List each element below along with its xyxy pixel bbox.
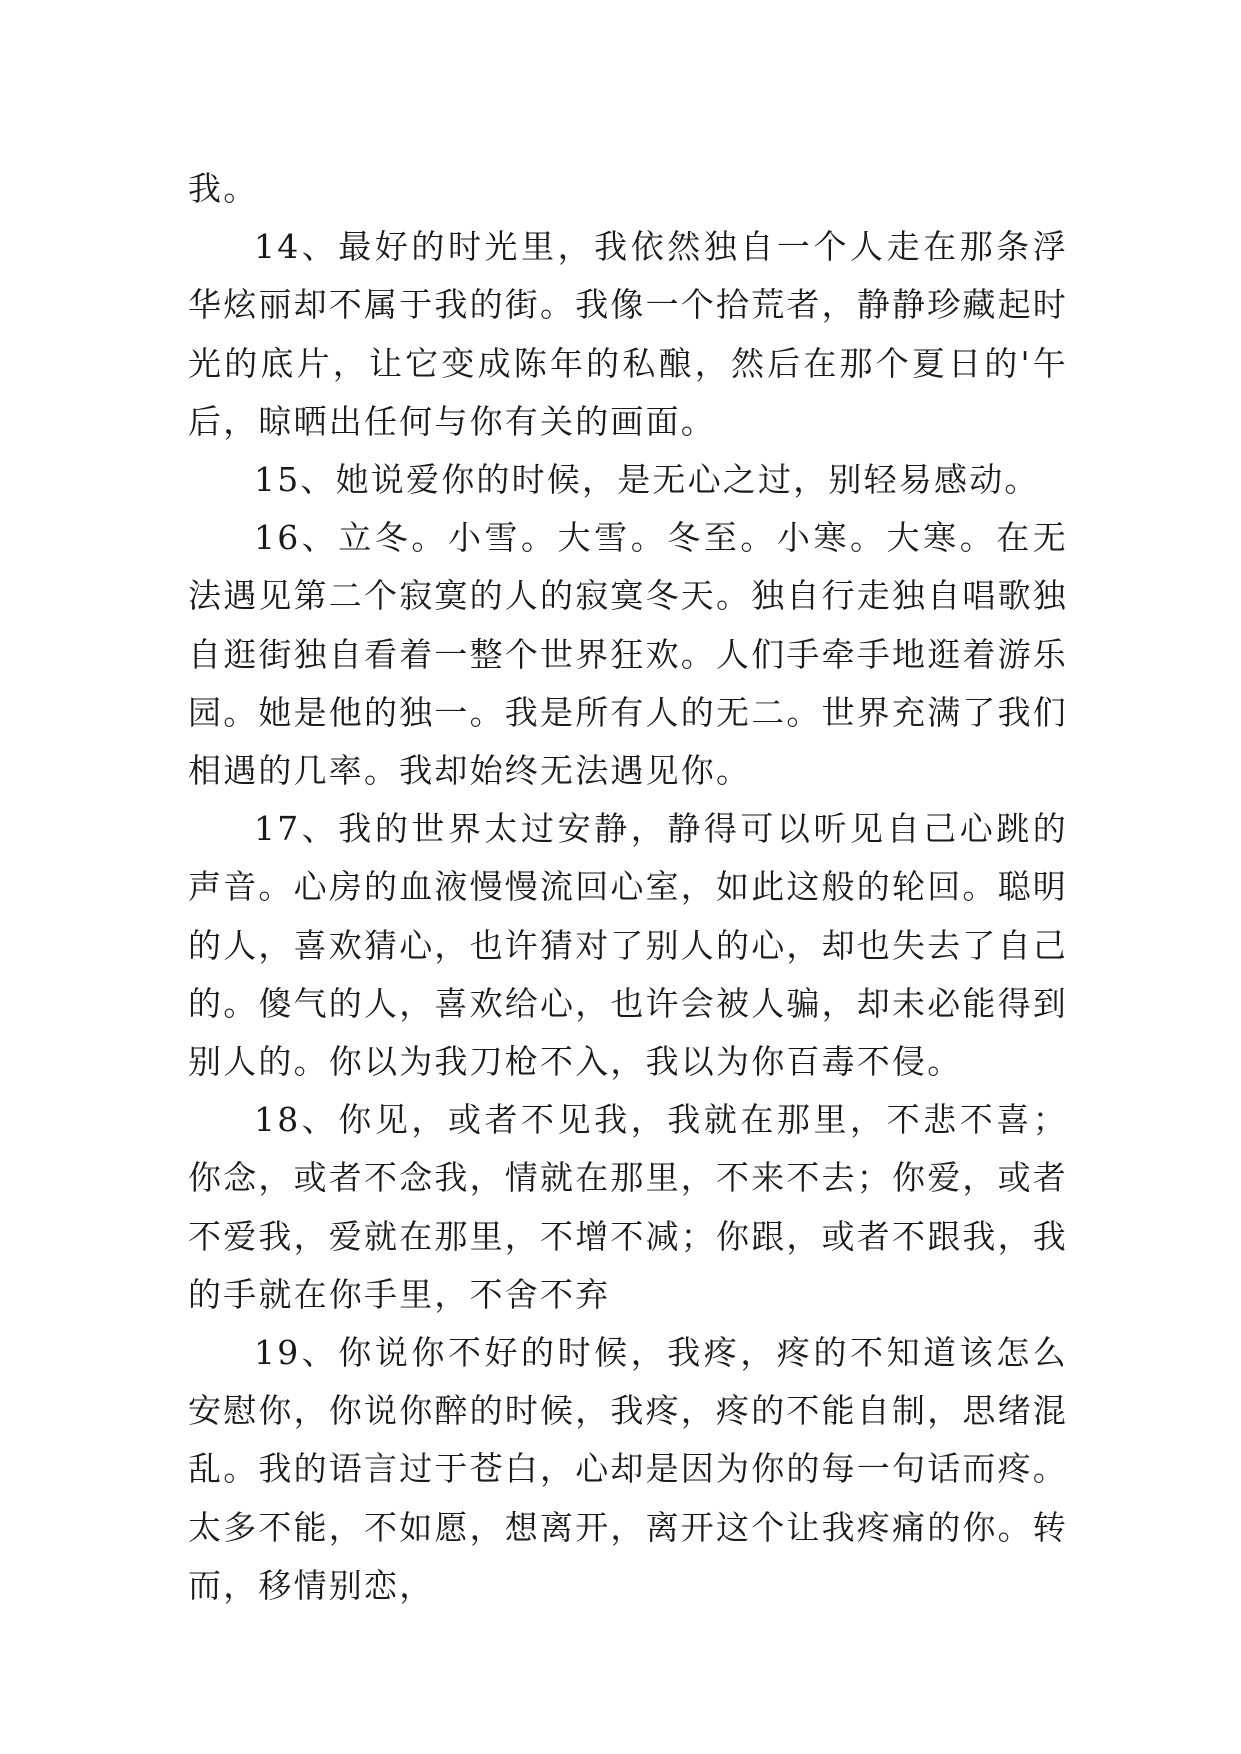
- paragraph-15: 15、她说爱你的时候，是无心之过，别轻易感动。: [254, 460, 1040, 500]
- document-page: [188, 160, 1068, 1615]
- paragraph-17: 17、我的世界太过安静，静得可以听见自己心跳的声音。心房的血液慢慢流回心室，如此这般的轮回。聪明的人，喜欢猜心，也许猜对了别人的心，却也失去了自己的。傻气的人，喜欢给心，也许会被人骗，却未必能得到别人的。你以为我刀枪不入，我以为你百毒不侵。: [188, 809, 1068, 1082]
- paragraph-19: 19、你说你不好的时候，我疼，疼的不知道该怎么安慰你，你说你醉的时候，我疼，疼的不能自制，思绪混乱。我的语言过于苍白，心却是因为你的每一句话而疼。太多不能，不如愿，想离开，离开这个让我疼痛的你。转而，移情别恋，: [188, 1333, 1068, 1605]
- paragraph-continuation: 我。: [188, 169, 259, 208]
- paragraph-14: 14、最好的时光里，我依然独自一个人走在那条浮华炫丽却不属于我的街。我像一个拾荒者，静静珍藏起时光的底片，让它变成陈年的私酿，然后在那个夏日的'午后，晾晒出任何与你有关的画面。: [188, 227, 1068, 441]
- paragraph-18: 18、你见，或者不见我，我就在那里，不悲不喜；你念，或者不念我，情就在那里，不来不去；你爱，或者不爱我，爱就在那里，不增不减；你跟，或者不跟我，我的手就在你手里，不舍不弃: [188, 1100, 1068, 1314]
- paragraph-16: 16、立冬。小雪。大雪。冬至。小寒。大寒。在无法遇见第二个寂寞的人的寂寞冬天。独自行走独自唱歌独自逛街独自看着一整个世界狂欢。人们手牵手地逛着游乐园。她是他的独一。我是所有人的无二。世界充满了我们相遇的几率。我却始终无法遇见你。: [188, 518, 1068, 791]
